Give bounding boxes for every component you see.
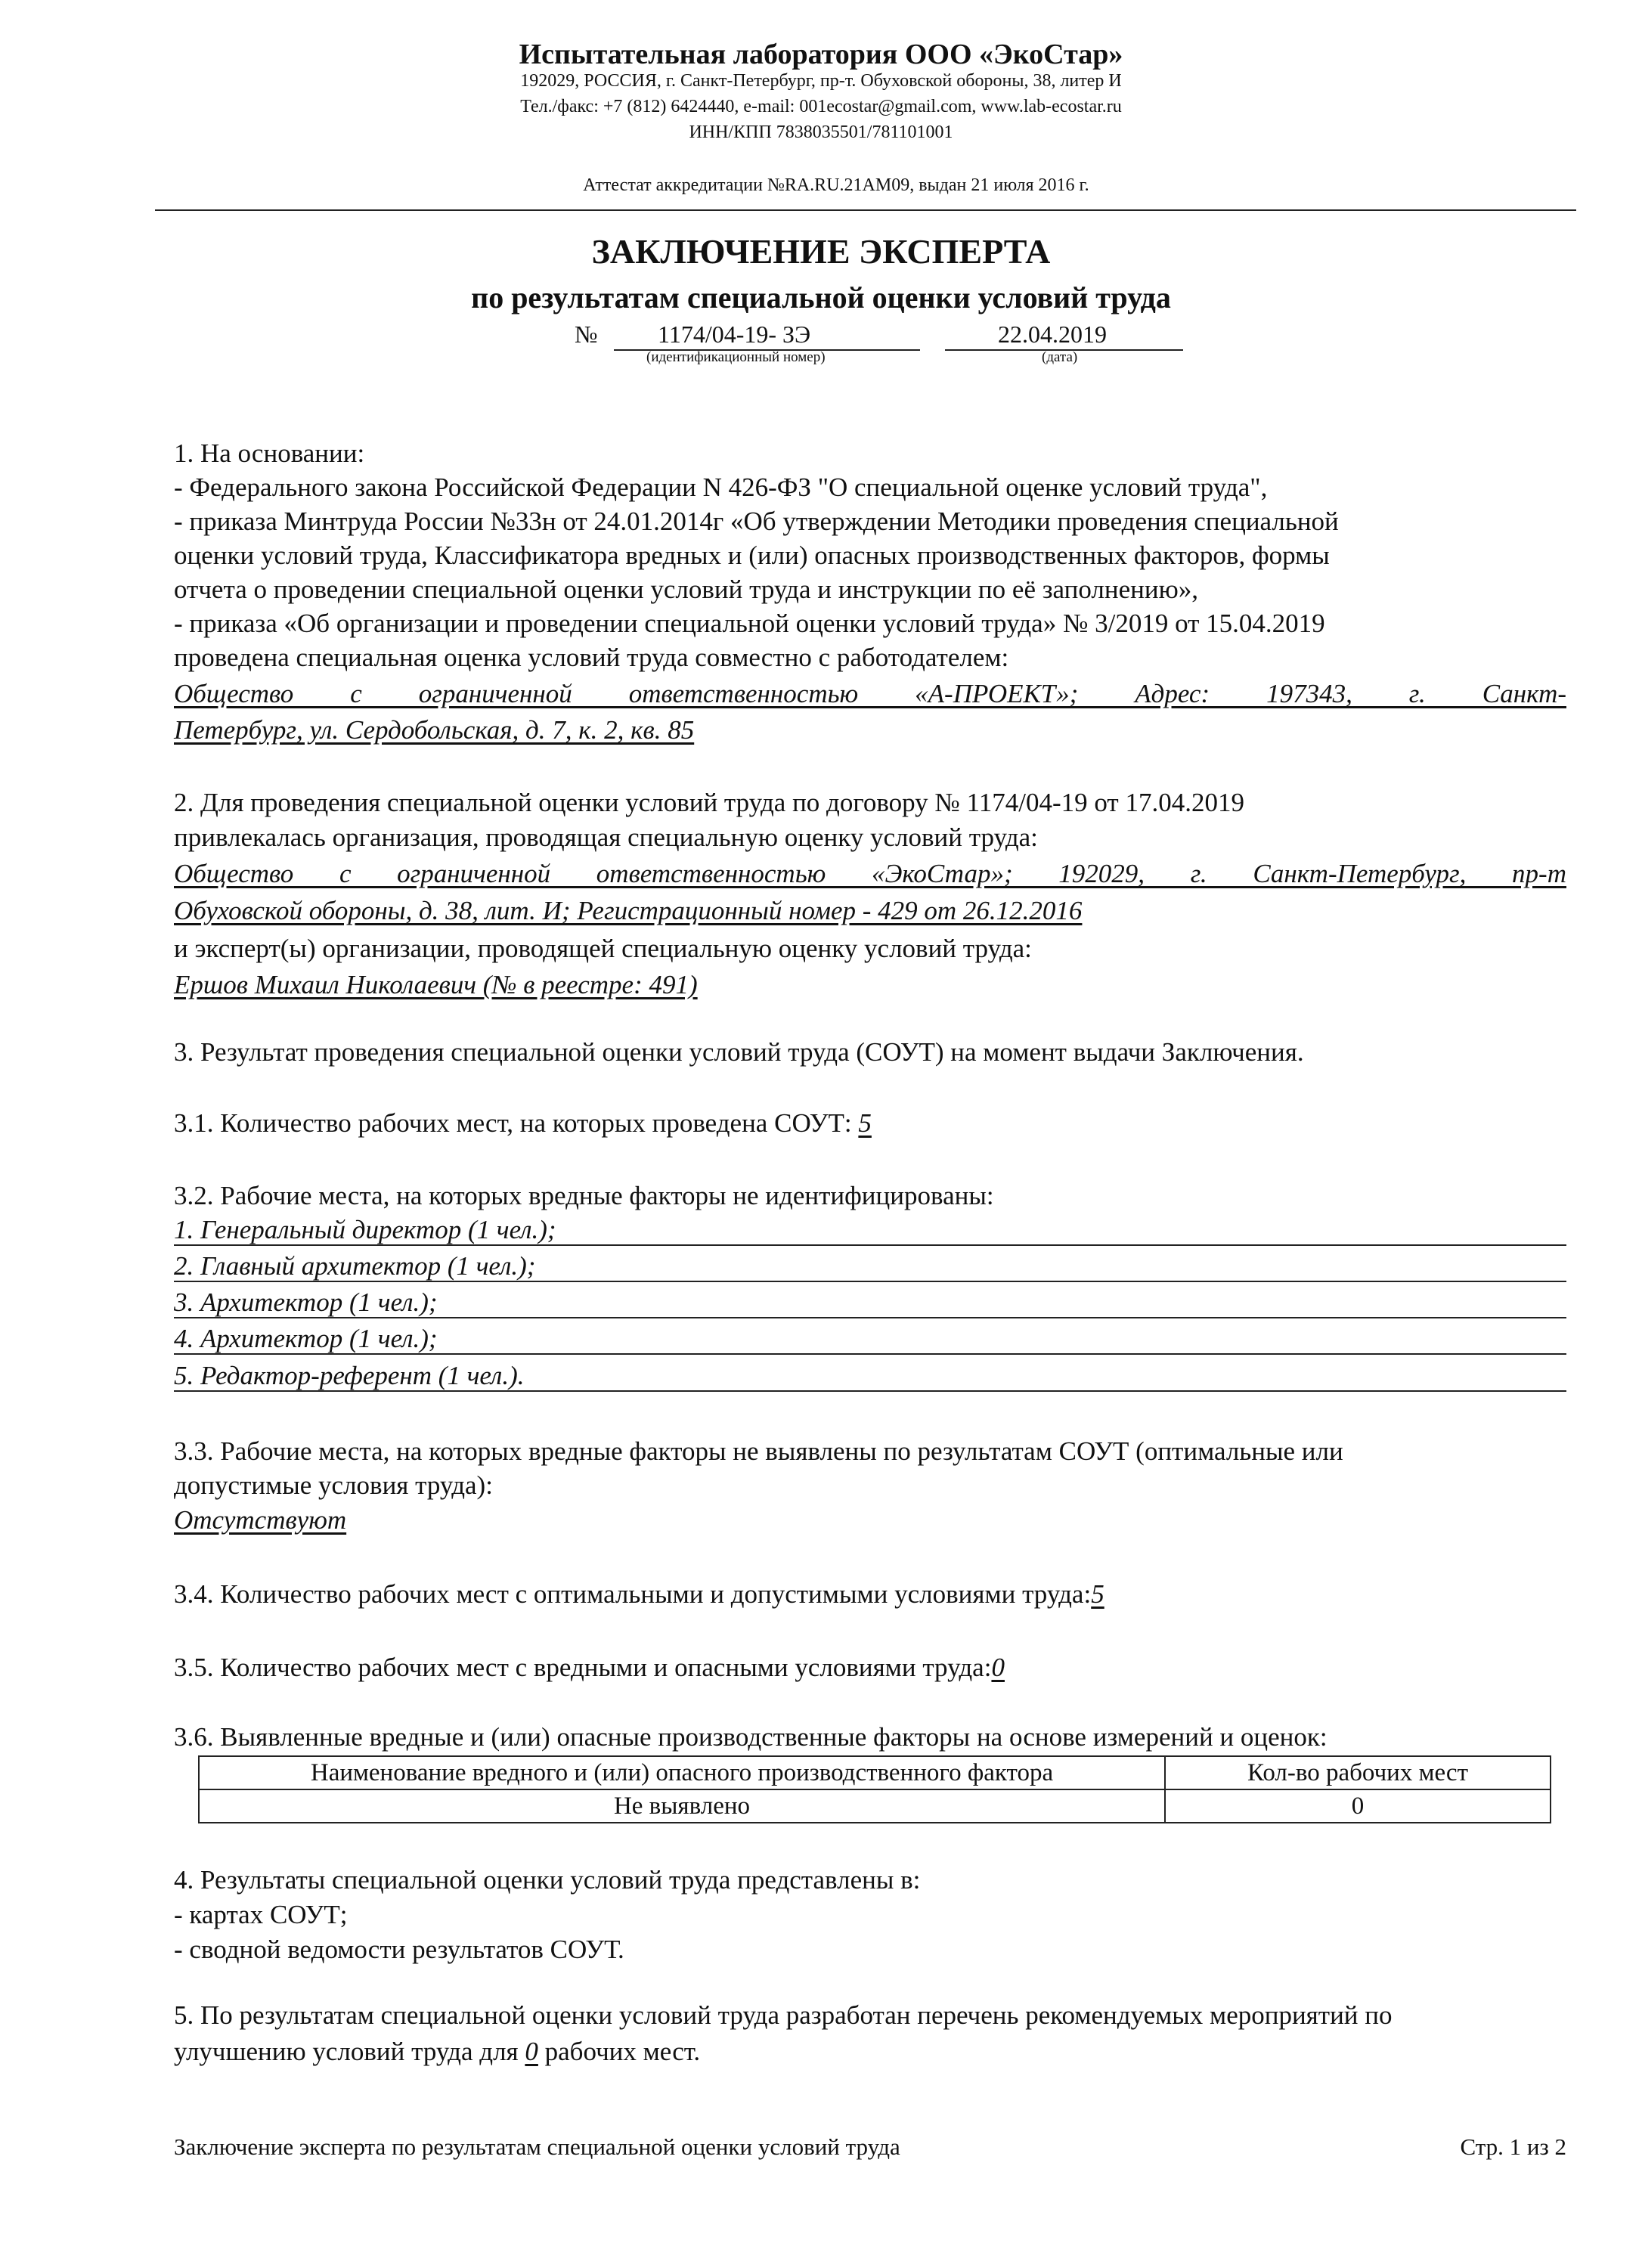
s1-line: 1. На основании: xyxy=(174,438,365,468)
table-cell: 0 xyxy=(1165,1789,1551,1823)
s34-label: 3.4. Количество рабочих мест с оптимальными и допустимыми условиями труда: xyxy=(174,1579,1092,1609)
table-row xyxy=(199,1789,1551,1823)
s1-line: оценки условий труда, Классификатора вредных и (или) опасных производственных факторов, формы xyxy=(174,541,1330,570)
s1-line: проведена специальная оценка условий труда совместно с работодателем: xyxy=(174,643,1009,672)
workplace-item: 5. Редактор-референт (1 чел.). xyxy=(174,1362,1566,1392)
s1-line: - Федерального закона Российской Федерации N 426-ФЗ "О специальной оценке условий труда", xyxy=(174,472,1268,502)
s5-line xyxy=(174,2036,1566,2068)
s33-line: 3.3. Рабочие места, на которых вредные факторы не выявлены по результатам СОУТ (оптимальные или xyxy=(174,1436,1343,1466)
s5-line: 5. По результатам специальной оценки условий труда разработан перечень рекомендуемых мероприятий по xyxy=(174,2000,1393,2030)
s35-label: 3.5. Количество рабочих мест с вредными и опасными условиями труда: xyxy=(174,1653,992,1682)
document-number: 1174/04-19- ЗЭ xyxy=(658,321,811,348)
s35-line xyxy=(174,1652,1566,1684)
workplace-item: 2. Главный архитектор (1 чел.); xyxy=(174,1252,1566,1282)
lab-inn: ИНН/КПП 7838035501/781101001 xyxy=(689,122,953,142)
s31-line xyxy=(174,1108,1566,1139)
s5-value: 0 xyxy=(525,2037,538,2066)
workplace-item: 1. Генеральный директор (1 чел.); xyxy=(174,1216,1566,1246)
page-number: Стр. 1 из 2 xyxy=(1460,2133,1566,2160)
organization-line: Обуховской обороны, д. 38, лит. И; Регистрационный номер - 429 от 26.12.2016 xyxy=(174,896,1083,925)
number-caption: (идентификационный номер) xyxy=(646,349,826,365)
s31-label: 3.1. Количество рабочих мест, на которых проведена СОУТ: xyxy=(174,1108,852,1138)
s5-pre: улучшению условий труда для xyxy=(174,2037,519,2066)
s31-value: 5 xyxy=(858,1108,872,1138)
date-caption: (дата) xyxy=(1042,349,1078,365)
factors-table xyxy=(198,1755,1551,1823)
header-rule xyxy=(155,209,1576,211)
workplace-item: 4. Архитектор (1 чел.); xyxy=(174,1325,1566,1355)
workplace-item: 3. Архитектор (1 чел.); xyxy=(174,1288,1566,1318)
lab-name: Испытательная лаборатория ООО «ЭкоСтар» xyxy=(519,39,1123,70)
s5-post: рабочих мест. xyxy=(544,2037,701,2066)
s1-line: - приказа «Об организации и проведении специальной оценки условий труда» № 3/2019 от 15.04.2019 xyxy=(174,609,1325,638)
s33-value: Отсутствуют xyxy=(174,1505,347,1535)
s2-line: привлекалась организация, проводящая специальную оценку условий труда: xyxy=(174,823,1038,852)
document-title: ЗАКЛЮЧЕНИЕ ЭКСПЕРТА xyxy=(591,232,1051,271)
s4-line: 4. Результаты специальной оценки условий труда представлены в: xyxy=(174,1865,921,1895)
s3-heading: 3. Результат проведения специальной оценки условий труда (СОУТ) на момент выдачи Заключения. xyxy=(174,1037,1304,1067)
number-sign: № xyxy=(575,321,598,348)
table-header: Наименование вредного и (или) опасного производственного фактора xyxy=(199,1756,1165,1789)
table-cell: Не выявлено xyxy=(199,1789,1165,1823)
lab-address: 192029, РОССИЯ, г. Санкт-Петербург, пр-т. Обуховской обороны, 38, литер И xyxy=(520,71,1122,91)
lab-contacts: Тел./факс: +7 (812) 6424440, e-mail: 001ecostar@gmail.com, www.lab-ecostar.ru xyxy=(520,97,1122,116)
document-subtitle: по результатам специальной оценки условий труда xyxy=(471,280,1171,314)
table-header: Кол-во рабочих мест xyxy=(1165,1756,1551,1789)
s1-line: отчета о проведении специальной оценки условий труда и инструкции по её заполнению», xyxy=(174,575,1198,604)
document-date: 22.04.2019 xyxy=(998,321,1107,348)
s4-line: - картах СОУТ; xyxy=(174,1900,348,1929)
employer-line: Петербург, ул. Сердобольская, д. 7, к. 2, кв. 85 xyxy=(174,715,695,745)
lab-accreditation: Аттестат аккредитации №RA.RU.21AM09, выдан 21 июля 2016 г. xyxy=(583,175,1089,195)
table-header-row xyxy=(199,1756,1551,1789)
s1-line: - приказа Минтруда России №33н от 24.01.2014г «Об утверждении Методики проведения специальной xyxy=(174,507,1339,536)
organization-line: Общество с ограниченной ответственностью «ЭкоСтар»; 192029, г. Санкт-Петербург, пр-т xyxy=(174,859,1566,888)
s36-label: 3.6. Выявленные вредные и (или) опасные производственные факторы на основе измерений и оценок: xyxy=(174,1722,1328,1752)
s32-label: 3.2. Рабочие места, на которых вредные факторы не идентифицированы: xyxy=(174,1181,994,1210)
expert-name: Ершов Михаил Николаевич (№ в реестре: 491) xyxy=(174,970,698,999)
footer-title: Заключение эксперта по результатам специальной оценки условий труда xyxy=(174,2133,900,2160)
s34-line xyxy=(174,1579,1566,1610)
s4-line: - сводной ведомости результатов СОУТ. xyxy=(174,1935,624,1964)
s35-value: 0 xyxy=(991,1653,1005,1682)
s2-line: 2. Для проведения специальной оценки условий труда по договору № 1174/04-19 от 17.04.2019 xyxy=(174,788,1244,817)
expert-label: и эксперт(ы) организации, проводящей специальную оценку условий труда: xyxy=(174,934,1032,963)
employer-line: Общество с ограниченной ответственностью «А-ПРОЕКТ»; Адрес: 197343, г. Санкт- xyxy=(174,679,1566,708)
s34-value: 5 xyxy=(1091,1579,1104,1609)
s33-line: допустимые условия труда): xyxy=(174,1470,493,1500)
